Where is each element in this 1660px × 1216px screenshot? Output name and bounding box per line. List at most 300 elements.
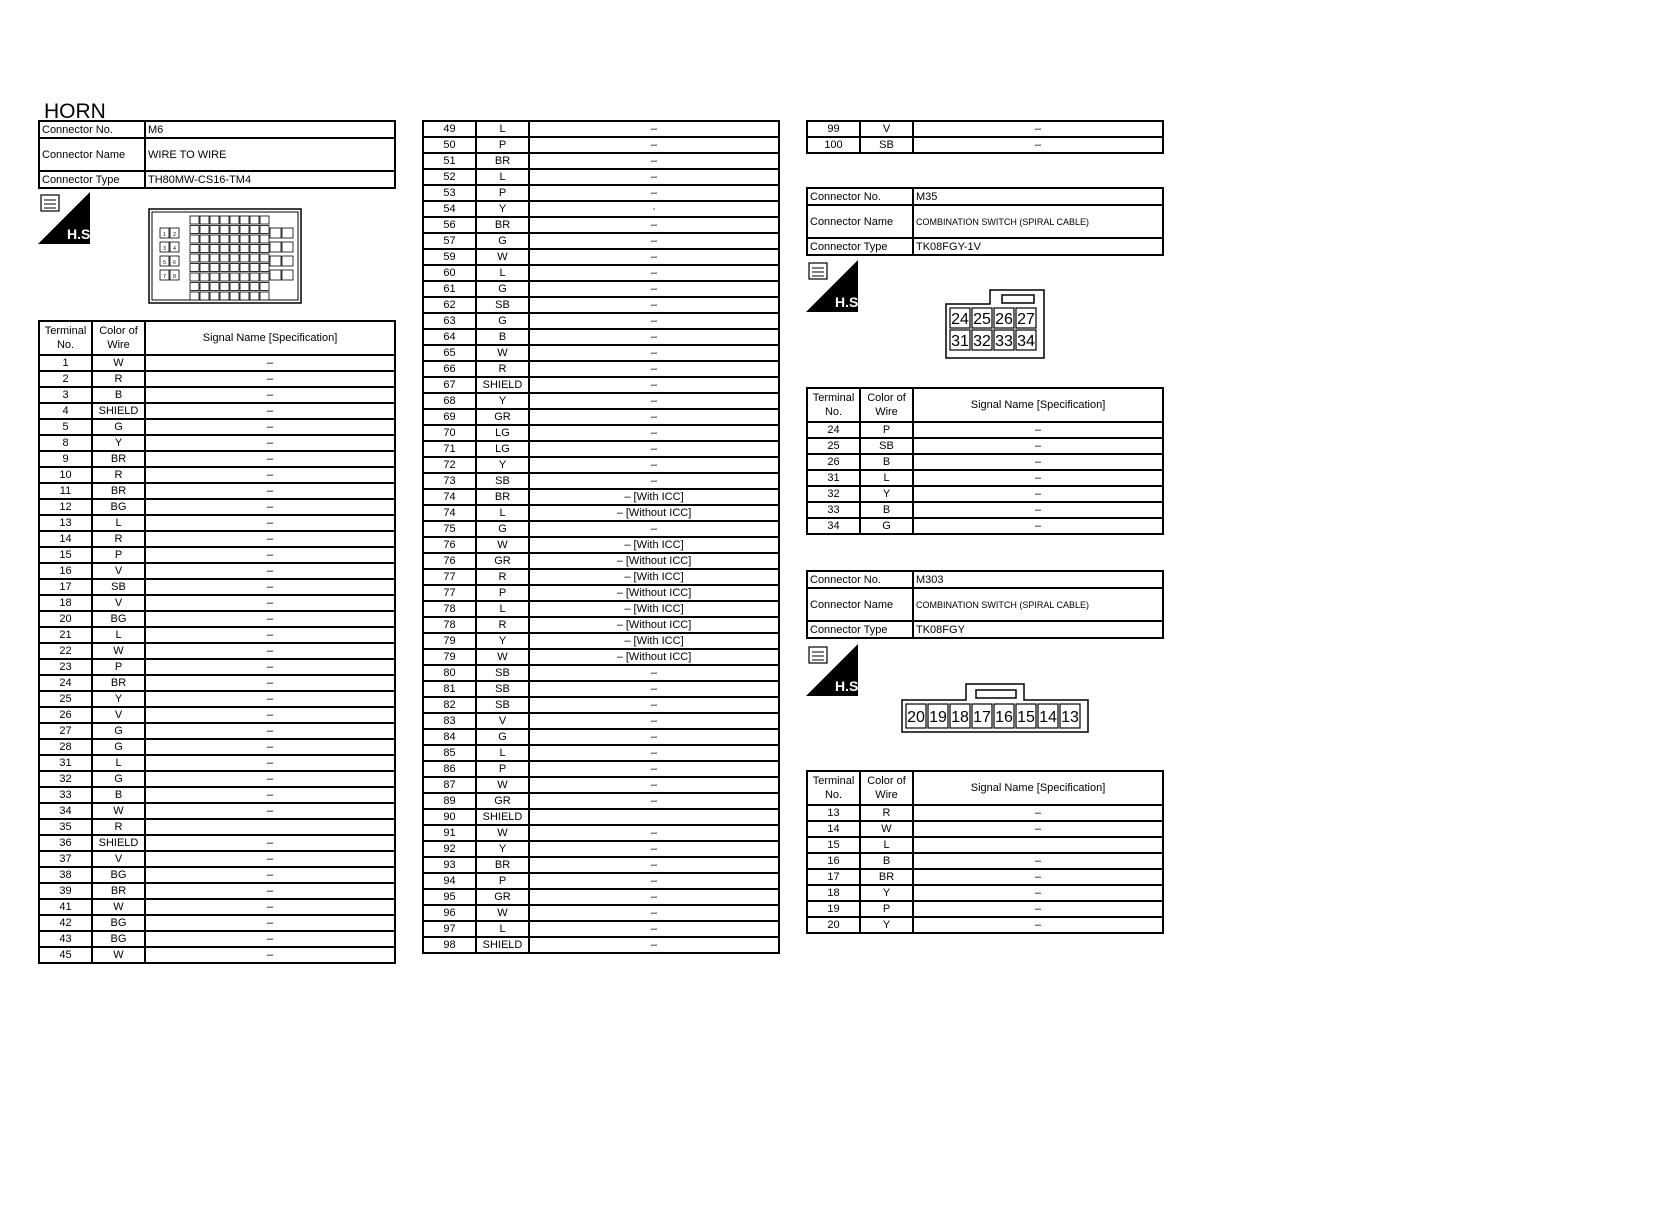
table-row <box>423 409 779 425</box>
terminal-no-cell: 18 <box>807 885 860 901</box>
terminal-no-cell: 26 <box>807 454 860 470</box>
pin-number: 16 <box>995 709 1013 726</box>
pin-cavity <box>210 283 219 291</box>
connector-name-label: Connector Name <box>807 588 913 621</box>
pin-cavity <box>260 226 269 234</box>
wire-color-cell: BR <box>476 857 529 873</box>
signal-name-cell: – <box>529 937 779 953</box>
terminal-no-cell: 20 <box>39 611 92 627</box>
signal-name-cell: – <box>913 502 1163 518</box>
wire-color-cell: L <box>476 745 529 761</box>
table-row <box>423 489 779 505</box>
terminal-no-cell: 25 <box>39 691 92 707</box>
wire-color-cell: BR <box>92 451 145 467</box>
terminal-no-cell: 97 <box>423 921 476 937</box>
pin-cavity <box>210 235 219 243</box>
signal-name-cell: – <box>529 409 779 425</box>
signal-name-cell: – <box>145 355 395 371</box>
table-row <box>423 137 779 153</box>
terminal-no-cell: 3 <box>39 387 92 403</box>
signal-name-cell: – <box>529 473 779 489</box>
wire-color-cell: BR <box>476 153 529 169</box>
table-row <box>39 371 395 387</box>
signal-name-cell: – <box>145 467 395 483</box>
wire-color-cell: SHIELD <box>92 835 145 851</box>
terminal-no-cell: 90 <box>423 809 476 825</box>
table-row <box>807 422 1163 438</box>
terminal-no-cell: 57 <box>423 233 476 249</box>
signal-name-cell: – <box>145 387 395 403</box>
signal-name-cell: – <box>529 345 779 361</box>
terminal-no-cell: 62 <box>423 297 476 313</box>
pin-cavity <box>250 254 259 262</box>
pin-cavity <box>270 242 281 252</box>
pin-number: 27 <box>1017 311 1035 328</box>
wire-color-cell: BR <box>92 675 145 691</box>
table-row <box>39 483 395 499</box>
terminal-no-cell: 75 <box>423 521 476 537</box>
signal-name-cell: – <box>529 665 779 681</box>
wire-color-cell: SB <box>476 681 529 697</box>
pin-cavity <box>200 273 209 281</box>
pin-cavity <box>200 264 209 272</box>
pin-number: 3 <box>163 246 166 252</box>
pin-cavity <box>270 256 281 266</box>
signal-name-cell: – <box>529 745 779 761</box>
signal-name-cell: – [Without ICC] <box>529 649 779 665</box>
signal-name-cell: – <box>145 883 395 899</box>
signal-name-cell: – <box>145 563 395 579</box>
pin-cavity <box>220 254 229 262</box>
pin-cavity <box>220 245 229 253</box>
wire-table-m303 <box>806 770 1164 934</box>
terminal-no-cell: 72 <box>423 457 476 473</box>
terminal-no-cell: 77 <box>423 585 476 601</box>
terminal-no-cell: 28 <box>39 739 92 755</box>
wire-color-cell: W <box>92 899 145 915</box>
terminal-no-cell: 84 <box>423 729 476 745</box>
table-row <box>39 451 395 467</box>
hs-badge-label: H.S. <box>835 294 863 310</box>
wire-color-cell: P <box>476 137 529 153</box>
table-row <box>39 435 395 451</box>
wire-color-cell: L <box>476 121 529 137</box>
signal-name-cell: – <box>145 739 395 755</box>
terminal-no-cell: 71 <box>423 441 476 457</box>
wire-color-cell: G <box>476 521 529 537</box>
wire-color-cell: G <box>92 739 145 755</box>
signal-name-cell: – <box>145 515 395 531</box>
wire-color-cell: Y <box>476 633 529 649</box>
pin-cavity <box>230 235 239 243</box>
wire-color-cell: W <box>476 777 529 793</box>
signal-name-cell: – <box>913 438 1163 454</box>
pin-cavity <box>220 292 229 300</box>
terminal-no-cell: 10 <box>39 467 92 483</box>
signal-name-cell: – <box>913 121 1163 137</box>
signal-name-cell: – <box>145 947 395 963</box>
wire-color-cell: Y <box>476 841 529 857</box>
pin-number: 26 <box>995 311 1013 328</box>
table-row <box>423 873 779 889</box>
wire-color-cell: Y <box>476 457 529 473</box>
signal-name-cell: – <box>145 899 395 915</box>
table-row <box>423 361 779 377</box>
signal-name-cell: – <box>145 643 395 659</box>
signal-name-cell: – <box>145 851 395 867</box>
signal-name-cell: – <box>913 422 1163 438</box>
wire-table-m6-part1 <box>38 320 396 964</box>
signal-name-cell: – <box>145 915 395 931</box>
terminal-no-cell: 51 <box>423 153 476 169</box>
wire-color-cell: L <box>476 921 529 937</box>
terminal-no-cell: 74 <box>423 489 476 505</box>
pin-number: 13 <box>1061 709 1079 726</box>
connector-type-label: Connector Type <box>807 621 913 638</box>
table-row <box>423 153 779 169</box>
table-row <box>423 713 779 729</box>
wire-color-cell: B <box>860 502 913 518</box>
table-row <box>39 659 395 675</box>
signal-name-cell: – <box>145 579 395 595</box>
pin-cavity <box>260 245 269 253</box>
pin-number: 14 <box>1039 709 1057 726</box>
table-row <box>423 761 779 777</box>
table-row <box>423 857 779 873</box>
pin-cavity <box>250 273 259 281</box>
signal-name-cell: – [With ICC] <box>529 569 779 585</box>
table-row <box>39 803 395 819</box>
terminal-no-cell: 37 <box>39 851 92 867</box>
table-row <box>39 627 395 643</box>
pin-cavity <box>240 292 249 300</box>
wire-color-cell: L <box>476 265 529 281</box>
wire-color-cell: B <box>92 787 145 803</box>
table-row <box>39 771 395 787</box>
signal-name-cell: – <box>913 486 1163 502</box>
signal-name-cell: – <box>145 499 395 515</box>
table-row <box>807 917 1163 933</box>
wire-table-m6-part2 <box>422 120 780 954</box>
signal-name-cell: – <box>145 371 395 387</box>
signal-name-cell: – <box>145 771 395 787</box>
pin-number: 1 <box>163 232 166 238</box>
terminal-no-cell: 22 <box>39 643 92 659</box>
terminal-no-cell: 5 <box>39 419 92 435</box>
connector-no-value: M6 <box>145 121 395 138</box>
table-row <box>423 457 779 473</box>
wire-color-cell: W <box>476 345 529 361</box>
terminal-no-cell: 52 <box>423 169 476 185</box>
pin-cavity <box>190 273 199 281</box>
table-row <box>423 425 779 441</box>
wire-color-cell: BG <box>92 931 145 947</box>
terminal-no-cell: 41 <box>39 899 92 915</box>
table-row <box>423 505 779 521</box>
terminal-no-cell: 27 <box>39 723 92 739</box>
table-row <box>39 643 395 659</box>
signal-name-cell: – [Without ICC] <box>529 617 779 633</box>
connector-face-m303 <box>900 682 1090 734</box>
terminal-no-cell: 15 <box>807 837 860 853</box>
table-row <box>39 355 395 371</box>
pin-cavity <box>270 270 281 280</box>
pin-cavity <box>190 254 199 262</box>
table-row <box>807 821 1163 837</box>
terminal-no-cell: 33 <box>39 787 92 803</box>
table-row <box>423 681 779 697</box>
signal-name-cell: – <box>145 451 395 467</box>
pin-cavity <box>220 216 229 224</box>
signal-name-cell: – <box>145 867 395 883</box>
signal-name-cell: · <box>529 201 779 217</box>
signal-name-cell: – <box>145 419 395 435</box>
terminal-no-cell: 98 <box>423 937 476 953</box>
terminal-no-cell: 77 <box>423 569 476 585</box>
signal-name-cell: – <box>145 787 395 803</box>
pin-cavity <box>240 264 249 272</box>
wire-color-cell: G <box>476 233 529 249</box>
terminal-no-cell: 60 <box>423 265 476 281</box>
table-row <box>423 585 779 601</box>
terminal-no-cell: 83 <box>423 713 476 729</box>
terminal-no-cell: 78 <box>423 601 476 617</box>
wire-color-cell: V <box>860 121 913 137</box>
pin-cavity <box>210 226 219 234</box>
wire-color-cell: W <box>476 249 529 265</box>
wire-color-cell: Y <box>860 917 913 933</box>
pin-cavity <box>260 283 269 291</box>
terminal-no-cell: 21 <box>39 627 92 643</box>
wire-color-cell: SHIELD <box>476 377 529 393</box>
wire-color-cell: SB <box>860 137 913 153</box>
terminal-no-cell: 20 <box>807 917 860 933</box>
table-row <box>39 515 395 531</box>
wire-color-cell: W <box>92 803 145 819</box>
pin-cavity <box>220 283 229 291</box>
pin-cavity <box>210 216 219 224</box>
signal-name-cell: – <box>145 675 395 691</box>
signal-name-cell: – <box>529 793 779 809</box>
terminal-no-cell: 12 <box>39 499 92 515</box>
table-row <box>39 755 395 771</box>
signal-name-cell: – <box>145 723 395 739</box>
signal-name-cell: – <box>145 531 395 547</box>
signal-name-cell: – <box>145 403 395 419</box>
wire-color-cell: SB <box>476 473 529 489</box>
terminal-no-cell: 35 <box>39 819 92 835</box>
terminal-no-cell: 63 <box>423 313 476 329</box>
signal-name-cell: – <box>529 137 779 153</box>
connector-type-value: TK08FGY <box>913 621 1163 638</box>
terminal-no-cell: 82 <box>423 697 476 713</box>
terminal-no-cell: 100 <box>807 137 860 153</box>
color-of-wire-header: Color of Wire <box>860 771 913 805</box>
signal-name-cell: – <box>145 931 395 947</box>
table-row <box>807 837 1163 853</box>
wire-color-cell: GR <box>476 553 529 569</box>
signal-name-cell: – <box>145 547 395 563</box>
pin-cavity <box>210 264 219 272</box>
wire-color-cell: BR <box>92 883 145 899</box>
table-row <box>423 553 779 569</box>
page-title: HORN <box>44 100 106 123</box>
wire-color-cell: G <box>476 729 529 745</box>
wire-color-cell: SB <box>92 579 145 595</box>
harness-side-icon <box>806 644 863 696</box>
signal-name-cell: – <box>529 281 779 297</box>
terminal-no-cell: 25 <box>807 438 860 454</box>
wire-color-cell: W <box>476 537 529 553</box>
signal-name-cell: – <box>913 470 1163 486</box>
signal-name-cell: – <box>145 435 395 451</box>
signal-name-cell: – [Without ICC] <box>529 585 779 601</box>
wire-color-cell: Y <box>860 885 913 901</box>
table-row <box>423 729 779 745</box>
pin-number: 4 <box>173 246 176 252</box>
pin-cavity <box>230 264 239 272</box>
table-row <box>423 697 779 713</box>
connector-type-label: Connector Type <box>807 238 913 255</box>
table-row <box>423 185 779 201</box>
table-row <box>423 297 779 313</box>
wire-color-cell: L <box>476 505 529 521</box>
terminal-no-cell: 24 <box>807 422 860 438</box>
table-row <box>423 889 779 905</box>
connector-no-value: M303 <box>913 571 1163 588</box>
pin-number: 20 <box>907 709 925 726</box>
pin-cavity <box>200 226 209 234</box>
signal-name-cell: – [Without ICC] <box>529 505 779 521</box>
signal-name-cell: – <box>529 121 779 137</box>
wire-color-cell: G <box>860 518 913 534</box>
wire-color-cell: P <box>860 422 913 438</box>
table-row <box>39 611 395 627</box>
harness-side-icon <box>38 192 95 244</box>
signal-name-cell: – <box>529 249 779 265</box>
connector-info-m6 <box>38 120 396 189</box>
pin-cavity <box>240 235 249 243</box>
table-row <box>39 867 395 883</box>
color-of-wire-header: Color of Wire <box>92 321 145 355</box>
wire-color-cell: P <box>92 547 145 563</box>
terminal-no-cell: 54 <box>423 201 476 217</box>
table-row <box>423 377 779 393</box>
terminal-no-cell: 70 <box>423 425 476 441</box>
wire-color-cell: W <box>92 355 145 371</box>
signal-name-cell: – <box>145 611 395 627</box>
signal-name-cell: – <box>529 217 779 233</box>
table-row <box>807 121 1163 137</box>
wire-color-cell: SHIELD <box>92 403 145 419</box>
pin-cavity <box>210 273 219 281</box>
table-row <box>423 793 779 809</box>
table-row <box>423 265 779 281</box>
pin-cavity <box>250 235 259 243</box>
signal-name-cell: – <box>913 917 1163 933</box>
signal-name-cell: – [With ICC] <box>529 633 779 649</box>
table-row <box>807 869 1163 885</box>
table-row <box>423 281 779 297</box>
wire-color-cell: SHIELD <box>476 937 529 953</box>
pin-cavity <box>250 216 259 224</box>
table-row <box>807 885 1163 901</box>
table-row <box>423 121 779 137</box>
signal-name-cell: – <box>529 153 779 169</box>
pin-cavity <box>200 235 209 243</box>
connector-face-m35 <box>944 288 1048 360</box>
wire-table-m6-part3 <box>806 120 1164 154</box>
table-row <box>423 937 779 953</box>
terminal-no-cell: 32 <box>39 771 92 787</box>
wire-color-cell: P <box>92 659 145 675</box>
signal-name-cell: – <box>145 707 395 723</box>
pin-cavity <box>190 226 199 234</box>
terminal-no-cell: 4 <box>39 403 92 419</box>
terminal-no-cell: 13 <box>39 515 92 531</box>
signal-name-cell: – <box>529 921 779 937</box>
wire-color-cell: L <box>92 627 145 643</box>
table-row <box>423 601 779 617</box>
pin-cavity <box>210 254 219 262</box>
terminal-no-cell: 16 <box>39 563 92 579</box>
hs-badge-label: H.S. <box>835 678 863 694</box>
connector-info-m35 <box>806 187 1164 256</box>
pin-number: 19 <box>929 709 947 726</box>
table-row <box>807 438 1163 454</box>
table-row <box>423 569 779 585</box>
table-row <box>423 633 779 649</box>
table-row <box>423 393 779 409</box>
wire-color-cell: SB <box>476 297 529 313</box>
table-row <box>807 470 1163 486</box>
table-row <box>423 521 779 537</box>
table-row <box>807 454 1163 470</box>
wire-color-cell: R <box>860 805 913 821</box>
table-row <box>423 329 779 345</box>
connector-type-label: Connector Type <box>39 171 145 188</box>
pin-number: 18 <box>951 709 969 726</box>
table-row <box>39 547 395 563</box>
table-row <box>423 841 779 857</box>
table-row <box>423 201 779 217</box>
wire-color-cell: L <box>476 169 529 185</box>
pin-cavity <box>230 292 239 300</box>
wire-color-cell: L <box>860 837 913 853</box>
table-row <box>39 707 395 723</box>
pin-cavity <box>200 254 209 262</box>
table-row <box>423 441 779 457</box>
terminal-no-cell: 16 <box>807 853 860 869</box>
pin-number: 5 <box>163 260 166 266</box>
table-row <box>39 899 395 915</box>
signal-name-cell: – <box>529 265 779 281</box>
table-row <box>39 819 395 835</box>
signal-name-cell: – <box>529 761 779 777</box>
signal-name-cell: – <box>145 755 395 771</box>
terminal-no-cell: 66 <box>423 361 476 377</box>
table-row <box>423 617 779 633</box>
pin-cavity <box>282 256 293 266</box>
pin-cavity <box>260 292 269 300</box>
wire-color-cell: G <box>476 313 529 329</box>
table-row <box>423 665 779 681</box>
table-row <box>39 739 395 755</box>
signal-name-cell: – <box>529 233 779 249</box>
signal-name-cell: – [With ICC] <box>529 537 779 553</box>
terminal-no-cell: 80 <box>423 665 476 681</box>
color-of-wire-header: Color of Wire <box>860 388 913 422</box>
